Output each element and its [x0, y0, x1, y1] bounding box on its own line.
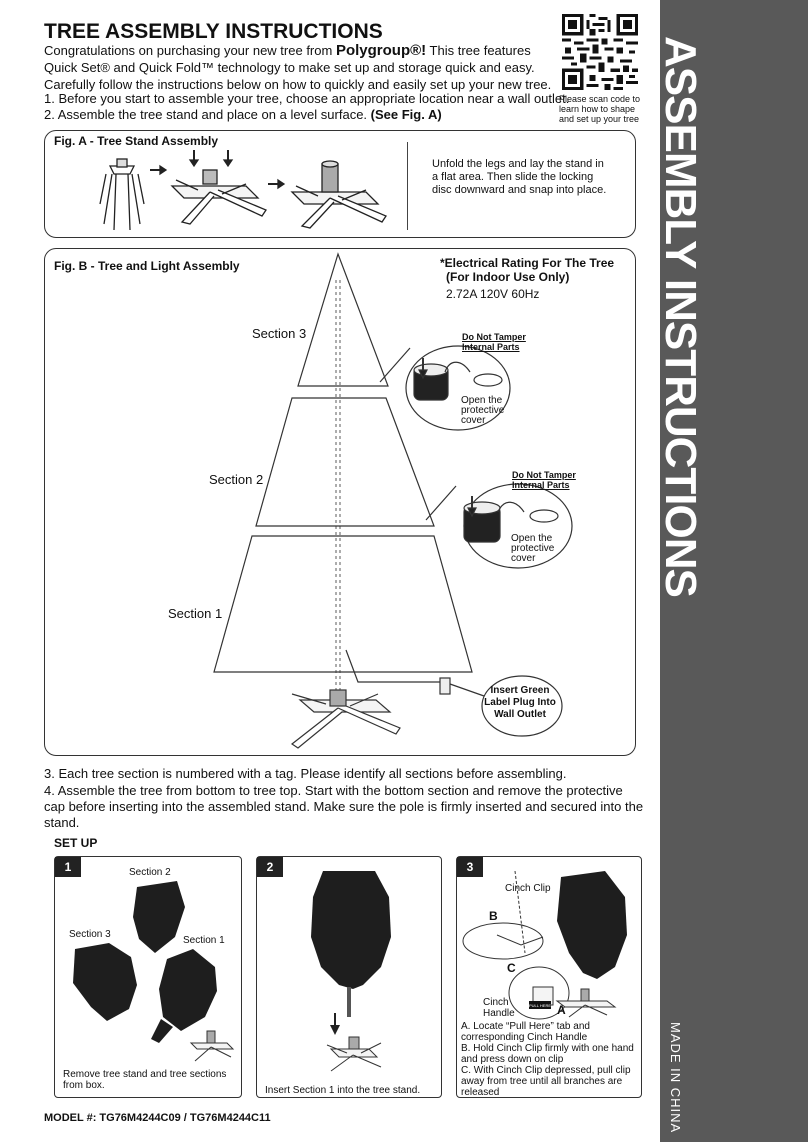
cinch-step-b: B. Hold Cinch Clip firmly with one hand and press down on clip	[461, 1043, 634, 1065]
tree-sections-box-illustration	[55, 857, 241, 1097]
cinch-step-c-marker: C	[507, 961, 516, 975]
cinch-clip-label: Cinch Clip	[505, 883, 551, 894]
tamper-warning-2: Do Not Tamper Internal Parts	[512, 470, 576, 490]
step-3: 3. Each tree section is numbered with a tag. Please identify all sections before assembling.	[44, 766, 567, 781]
plug-instruction: Insert Green Label Plug Into Wall Outlet	[484, 685, 556, 720]
assembly-steps	[44, 766, 644, 832]
step-2-ref: (See Fig. A)	[370, 107, 442, 122]
step-2	[44, 107, 569, 123]
open-cover-note-2: Open the protective cover	[511, 533, 555, 564]
model-number: MODEL #: TG76M4244C09 / TG76M4244C11	[44, 1112, 271, 1124]
page-title: TREE ASSEMBLY INSTRUCTIONS	[44, 20, 383, 43]
fig-a-stand-illustration	[86, 144, 396, 234]
tree-sections-diagram	[200, 250, 580, 750]
step-4: 4. Assemble the tree from bottom to tree top. Start with the bottom section and remove the protective cap before inserting into the assembled stand. Make sure the pole is firmly inserted and secured into the stand.	[44, 783, 644, 830]
setup-heading: SET UP	[54, 836, 98, 850]
setup-panel-3	[456, 856, 642, 1098]
step-1: 1. Before you start to assemble your tree, choose an appropriate location near a wall outlet.	[44, 91, 570, 106]
section-1-label: Section 1	[168, 606, 223, 621]
panel-1-section-2-label: Section 2	[129, 867, 171, 878]
insert-section-illustration	[257, 857, 441, 1097]
rating-title-line-2: (For Indoor Use Only)	[446, 270, 570, 284]
tamper-warning-1: Do Not Tamper Internal Parts	[462, 332, 526, 352]
panel-3-number: 3	[457, 857, 483, 877]
cinch-step-b-marker: B	[489, 909, 498, 923]
cinch-step-c: C. With Cinch Clip depressed, pull clip away from tree until all branches are released	[461, 1065, 631, 1098]
qr-code[interactable]	[562, 14, 638, 90]
panel-1-caption: Remove tree stand and tree sections from box.	[63, 1069, 227, 1091]
step-2-text: 2. Assemble the tree stand and place on a level surface.	[44, 107, 371, 122]
intro-steps	[44, 91, 569, 123]
sidebar-title: ASSEMBLY INSTRUCTIONS	[656, 36, 705, 597]
cinch-handle-label: Cinch Handle	[483, 997, 515, 1019]
panel-1-section-1-label: Section 1	[183, 935, 225, 946]
made-in-label: MADE IN CHINA	[668, 1022, 683, 1134]
section-3-label: Section 3	[252, 326, 307, 341]
fig-a-label: Fig. A - Tree Stand Assembly	[54, 134, 219, 148]
brand-name: Polygroup®!	[335, 42, 427, 59]
fig-a-divider	[407, 142, 408, 230]
rating-title-line-1: *Electrical Rating For The Tree	[440, 256, 615, 270]
fig-a-instructions: Unfold the legs and lay the stand in a flat area. Then slide the locking disc downward and snap into place.	[432, 158, 607, 196]
cinch-step-a: A. Locate “Pull Here” tab and corresponding Cinch Handle	[461, 1021, 590, 1043]
intro-paragraph	[44, 42, 564, 93]
qr-caption: Please scan code to learn how to shape and set up your tree	[559, 94, 641, 124]
panel-1-section-3-label: Section 3	[69, 929, 111, 940]
panel-2-number: 2	[257, 857, 283, 877]
intro-pre: Congratulations on purchasing your new tree from	[44, 43, 336, 58]
setup-panel-2	[256, 856, 442, 1098]
section-2-label: Section 2	[209, 472, 264, 487]
intro-post: This tree features Quick Set® and Quick Fold™ technology to make set up and storage quick and easy. Carefully follow the instructions below on how to quickly and easily set up your new tree.	[44, 43, 552, 92]
fig-b-label: Fig. B - Tree and Light Assembly	[54, 259, 240, 273]
cinch-instructions	[461, 1021, 645, 1098]
electrical-rating-value: 2.72A 120V 60Hz	[446, 287, 540, 301]
panel-2-caption: Insert Section 1 into the tree stand.	[265, 1085, 421, 1096]
setup-panel-1	[54, 856, 242, 1098]
open-cover-note-1: Open the protective cover	[461, 395, 505, 426]
cinch-step-a-marker: A	[557, 1003, 566, 1017]
pull-here-tab: PULL HERE	[528, 1003, 552, 1008]
panel-1-number: 1	[55, 857, 81, 877]
